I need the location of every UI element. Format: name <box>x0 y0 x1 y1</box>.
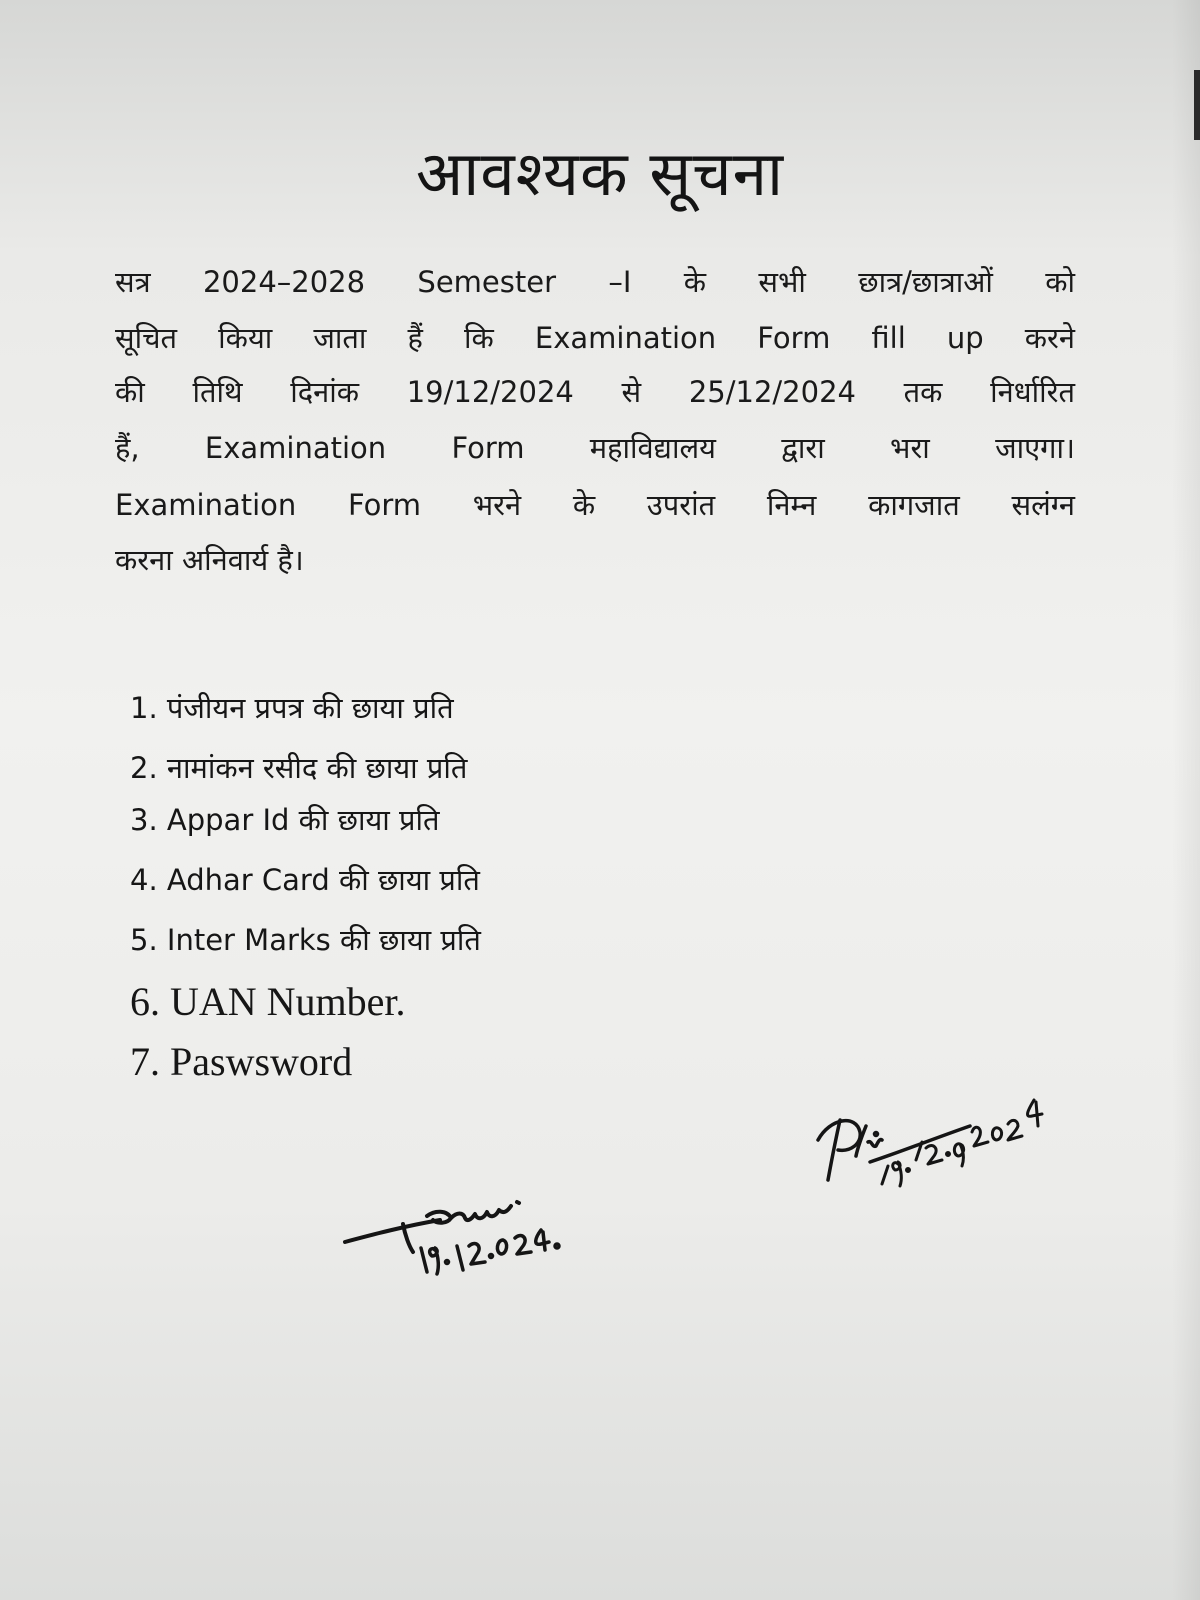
notice-line-2: सूचित किया जाता हैं कि Examination Form fill up करने <box>115 321 1075 355</box>
notice-line-1: सत्र 2024–2028 Semester –I के सभी छात्र/छात्राओं को <box>115 265 1075 299</box>
list-item: 4. Adhar Card की छाया प्रति <box>130 863 480 897</box>
notice-line-6: करना अनिवार्य है। <box>115 543 304 577</box>
notice-title: आवश्यक सूचना <box>415 137 785 210</box>
notice-line-5: Examination Form भरने के उपरांत निम्न कागजात सलंग्न <box>115 488 1075 522</box>
list-item: 5. Inter Marks की छाया प्रति <box>130 923 481 957</box>
list-item: 2. नामांकन रसीद की छाया प्रति <box>130 751 468 785</box>
notice-line-3: की तिथि दिनांक 19/12/2024 से 25/12/2024 तक निर्धारित <box>115 375 1075 409</box>
page-shadow <box>1172 0 1200 1600</box>
signature-ranvir <box>335 1190 595 1290</box>
list-item: 1. पंजीयन प्रपत्र की छाया प्रति <box>130 691 454 725</box>
notice-line-4: हैं, Examination Form महाविद्यालय द्वारा भरा जाएगा। <box>115 431 1075 465</box>
list-item: 7. Paswsword <box>130 1039 353 1084</box>
list-item: 6. UAN Number. <box>130 979 406 1024</box>
list-item: 3. Appar Id की छाया प्रति <box>130 803 440 837</box>
signature-initials <box>810 1080 1050 1210</box>
